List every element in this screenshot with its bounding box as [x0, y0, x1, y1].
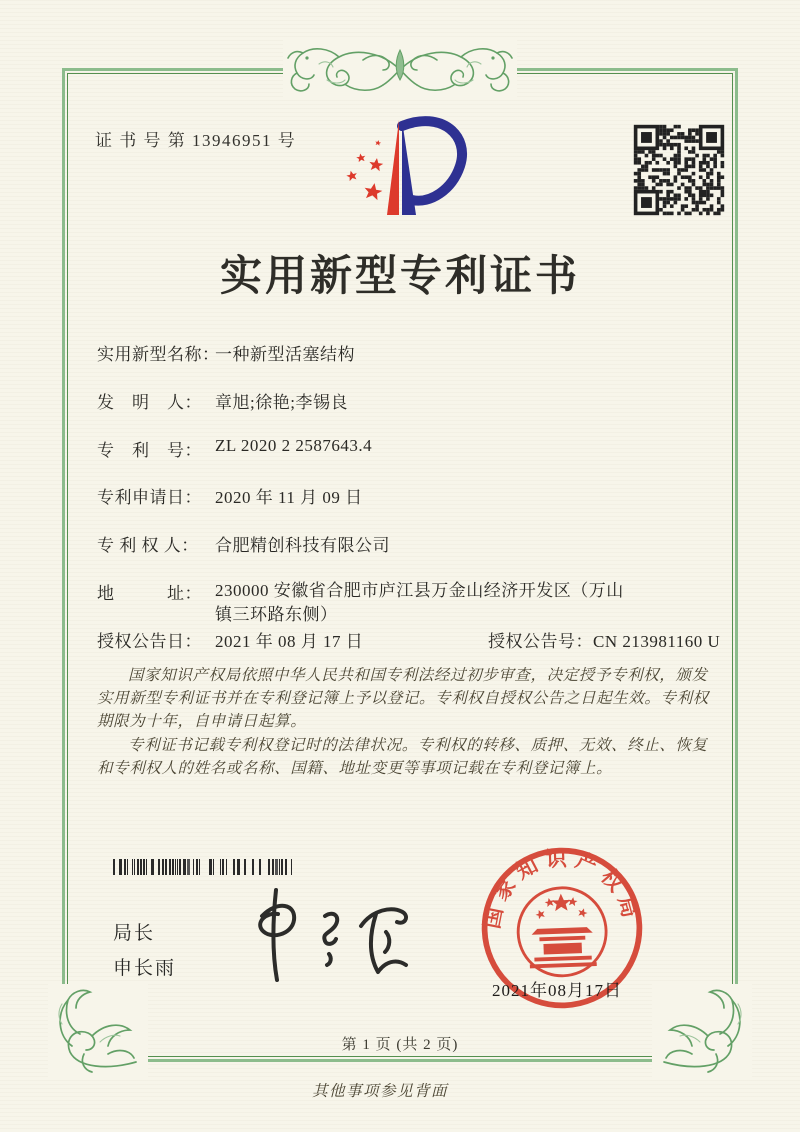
legal-paragraph-1: 国家知识产权局依照中华人民共和国专利法经过初步审查，决定授予专利权，颁发实用新型专利证书并在专利登记簿上予以登记。专利权自授权公告之日起生效。专利权期限为十年，自申请日起算。 [97, 667, 709, 731]
director-title: 局长 [113, 923, 156, 944]
field-patentee [97, 531, 390, 556]
certificate-title: 实用新型专利证书 [219, 254, 580, 300]
field-label: 授权公告日： [97, 632, 202, 651]
field-address [97, 579, 639, 627]
field-label: 发 明 人： [97, 393, 202, 412]
field-label: 专 利 权 人： [97, 536, 199, 555]
seal-date: 2021年08月17日 [492, 981, 622, 1000]
field-value: 章旭;徐艳;李锡良 [215, 393, 348, 412]
field-utility-model-name [97, 340, 355, 365]
legal-text [97, 664, 715, 780]
page-number: 第 1 页 (共 2 页) [341, 1037, 459, 1053]
field-grant-number [488, 627, 720, 652]
field-value: 230000 安徽省合肥市庐江县万金山经济开发区（万山镇三环路东侧） [215, 581, 624, 624]
ornament-top-dragons-icon [283, 40, 517, 98]
field-grant-date [97, 627, 721, 652]
director-block [113, 916, 176, 986]
cnipa-logo-icon [338, 110, 506, 234]
field-label: 授权公告号： [488, 632, 593, 651]
seal-org-text: 国家知识产权局 [479, 846, 644, 931]
national-emblem-icon [517, 886, 608, 977]
field-label: 实用新型名称： [97, 345, 220, 364]
legal-paragraph-2: 专利证书记载专利权登记时的法律状况。专利权的转移、质押、无效、终止、恢复和专利权人的姓名或名称、国籍、地址变更等事项记载在专利登记簿上。 [97, 736, 708, 777]
field-filing-date [97, 483, 363, 508]
field-value: 2020 年 11 月 09 日 [215, 488, 363, 507]
field-value: 合肥精创科技有限公司 [215, 536, 390, 555]
field-value: ZL 2020 2 2587643.4 [215, 436, 373, 455]
ornament-corner-right-icon [652, 984, 752, 1079]
field-value: 一种新型活塞结构 [215, 345, 355, 364]
field-value: 2021 年 08 月 17 日 [215, 632, 364, 651]
field-label: 专 利 号： [97, 441, 202, 460]
field-value: CN 213981160 U [593, 632, 721, 651]
director-signature [228, 880, 423, 995]
field-label: 专利申请日： [97, 488, 202, 507]
director-name: 申长雨 [113, 958, 177, 979]
field-inventors [97, 388, 348, 413]
qr-code [632, 123, 726, 217]
barcode [113, 858, 309, 876]
field-label: 地 址： [97, 584, 202, 603]
field-patent-number [97, 436, 372, 461]
back-side-note: 其他事项参见背面 [311, 1083, 448, 1100]
ornament-corner-left-icon [48, 984, 148, 1079]
certificate-number: 证 书 号 第 13946951 号 [95, 131, 297, 150]
